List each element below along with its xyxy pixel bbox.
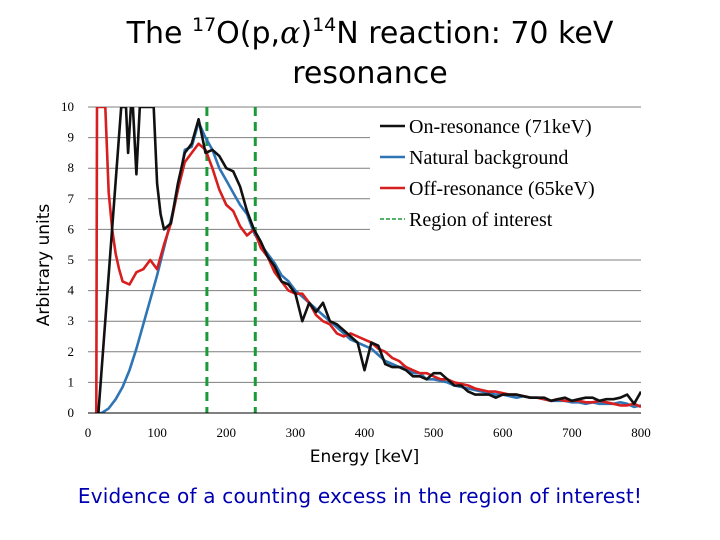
footer-caption: Evidence of a counting excess in the region of interest! bbox=[77, 484, 643, 508]
legend-label: Region of interest bbox=[409, 209, 553, 231]
x-tick-label: 700 bbox=[562, 425, 582, 440]
y-tick-label: 3 bbox=[67, 313, 74, 329]
y-tick-label: 9 bbox=[67, 129, 74, 145]
x-tick-label: 0 bbox=[84, 425, 92, 440]
title-alpha: α bbox=[280, 16, 301, 51]
legend bbox=[370, 108, 642, 234]
y-tick-label: 2 bbox=[67, 343, 74, 359]
y-axis-label: Arbitrary units bbox=[34, 203, 54, 327]
x-axis-label: Energy [keV] bbox=[309, 447, 420, 467]
x-tick-label: 200 bbox=[216, 425, 236, 440]
legend-label: Off-resonance (65keV) bbox=[409, 178, 595, 200]
x-tick-label: 100 bbox=[147, 425, 167, 440]
x-tick-label: 400 bbox=[354, 425, 375, 440]
title-part1: O(p, bbox=[216, 16, 281, 51]
y-tick-label: 7 bbox=[67, 190, 74, 206]
title-prefix: The bbox=[126, 16, 192, 51]
x-tick-label: 300 bbox=[285, 425, 306, 440]
title-part3: N reaction: 70 keV resonance bbox=[292, 16, 614, 91]
y-tick-label: 6 bbox=[67, 221, 74, 237]
title-sup-14: 14 bbox=[312, 14, 337, 36]
y-tick-label: 1 bbox=[67, 374, 74, 390]
title-sup-17: 17 bbox=[191, 14, 217, 36]
legend-label: On-resonance (71keV) bbox=[409, 116, 592, 138]
x-tick-label: 600 bbox=[493, 425, 513, 440]
title-part2: ) bbox=[300, 16, 313, 51]
y-tick-label: 5 bbox=[67, 252, 74, 267]
y-tick-label: 0 bbox=[67, 405, 74, 420]
y-tick-label: 4 bbox=[67, 282, 74, 298]
x-tick-label: 800 bbox=[631, 425, 651, 440]
legend-label: Natural background bbox=[409, 147, 569, 169]
y-tick-label: 10 bbox=[61, 99, 74, 114]
x-tick-label: 500 bbox=[423, 425, 444, 440]
y-tick-label: 8 bbox=[67, 160, 74, 176]
